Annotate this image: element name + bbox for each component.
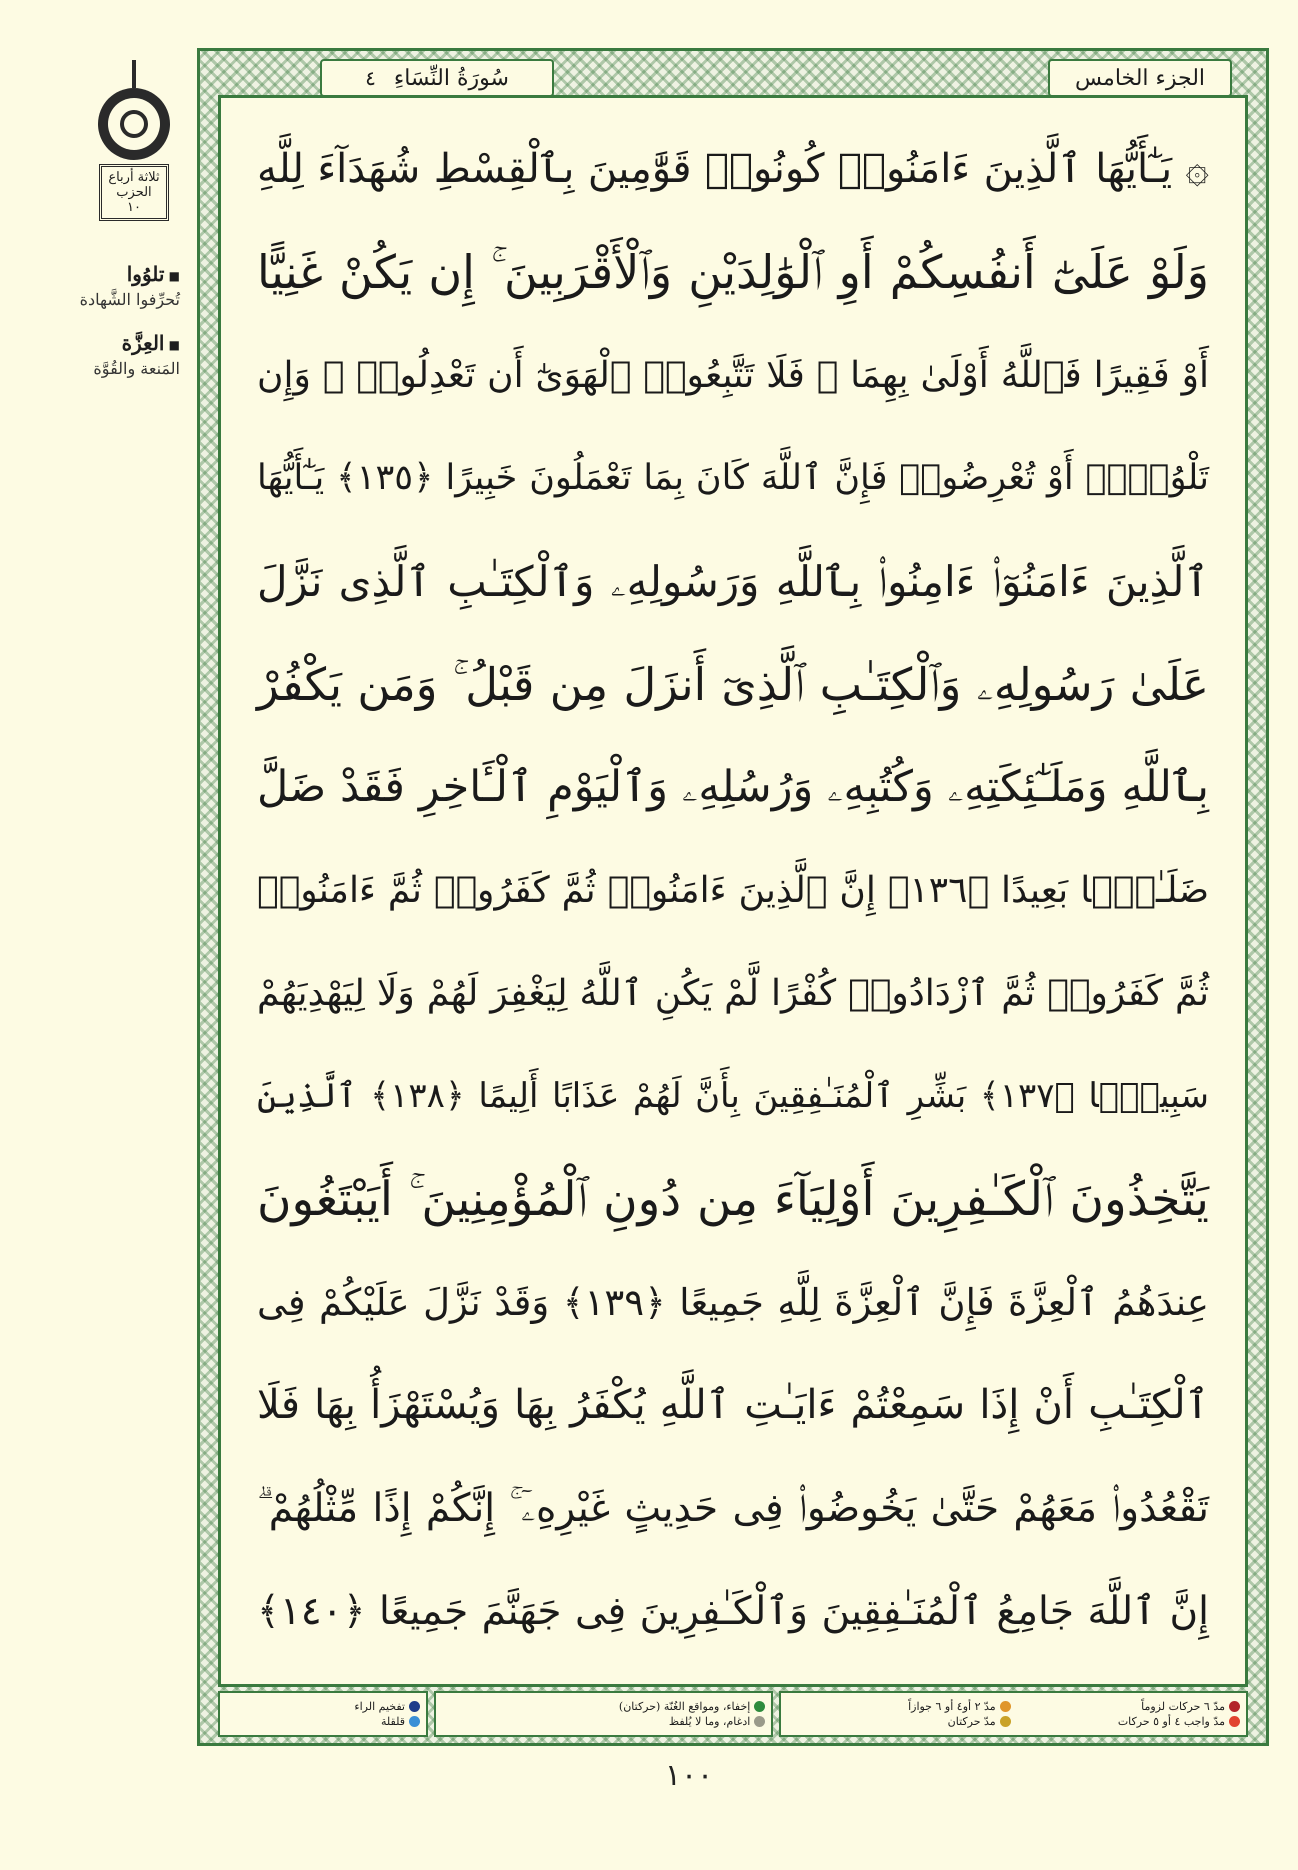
color-dot-icon xyxy=(1000,1701,1011,1712)
legend-madd xyxy=(779,1691,1248,1737)
legend-label: مدّ ٦ حركات لزوماً xyxy=(1141,1700,1225,1713)
legend-label: تفخيم الراء xyxy=(354,1700,405,1713)
legend-label: ادغام، وما لا يُلفظ xyxy=(668,1715,751,1728)
legend-item xyxy=(787,1715,1010,1728)
rosette-icon xyxy=(98,88,170,160)
note-word: ■ العِزَّة xyxy=(20,331,180,355)
tajweed-legend xyxy=(218,1691,1248,1737)
legend-other xyxy=(218,1691,428,1737)
legend-item xyxy=(226,1715,420,1728)
color-dot-icon xyxy=(754,1716,765,1727)
legend-label: إخفاء، ومواقع الغُنّة (حركتان) xyxy=(618,1700,751,1713)
note-word: ■ تلوُوا xyxy=(20,262,180,286)
note-meaning: تُحرِّفوا الشَّهادة xyxy=(79,290,180,309)
juz-header xyxy=(1048,59,1232,97)
text-line: إِنَّ ٱللَّهَ جَامِعُ ٱلْمُنَـٰفِقِينَ وَٱلْكَـٰفِرِينَ فِى جَهَنَّمَ جَمِيعًا ﴿١٤٠﴾ xyxy=(257,1589,1209,1634)
hizb-marker xyxy=(95,60,173,220)
color-dot-icon xyxy=(1000,1716,1011,1727)
text-line: سَبِيلًۢا ﴿١٣٧﴾ بَشِّرِ ٱلْمُنَـٰفِقِينَ بِأَنَّ لَهُمْ عَذَابًا أَلِيمًا ﴿١٣٨﴾ ٱلَّذِينَ xyxy=(257,1076,1210,1116)
text-line: ۞ يَـٰٓأَيُّهَا ٱلَّذِينَ ءَامَنُوا۟ كُونُوا۟ قَوَّٰمِينَ بِٱلْقِسْطِ شُهَدَآءَ لِلَّهِ xyxy=(257,146,1209,192)
text-line: وَلَوْ عَلَىٰٓ أَنفُسِكُمْ أَوِ ٱلْوَٰلِدَيْنِ وَٱلْأَقْرَبِينَ ۚ إِن يَكُنْ غَنِيًّا xyxy=(257,245,1209,299)
text-line: عِندَهُمُ ٱلْعِزَّةَ فَإِنَّ ٱلْعِزَّةَ لِلَّهِ جَمِيعًا ﴿١٣٩﴾ وَقَدْ نَزَّلَ عَلَيْكُمْ فِى xyxy=(257,1281,1209,1324)
text-line: بِٱللَّهِ وَمَلَـٰٓئِكَتِهِۦ وَكُتُبِهِۦ وَرُسُلِهِۦ وَٱلْيَوْمِ ٱلْـَٔاخِرِ فَقَدْ ضَلَّ xyxy=(257,762,1209,812)
note-meaning: المَنعة والقُوَّة xyxy=(93,359,180,378)
legend-ghunna xyxy=(434,1691,773,1737)
surah-header xyxy=(320,59,554,97)
margin-notes xyxy=(20,262,180,400)
text-line: أَوْ فَقِيرًا فَٱللَّهُ أَوْلَىٰ بِهِمَا ۖ فَلَا تَتَّبِعُوا۟ ٱلْهَوَىٰٓ أَن تَعْدِلُوا۟ ۚ وَإِن xyxy=(257,355,1209,396)
text-line: يَتَّخِذُونَ ٱلْكَـٰفِرِينَ أَوْلِيَآءَ مِن دُونِ ٱلْمُؤْمِنِينَ ۚ أَيَبْتَغُونَ xyxy=(257,1172,1209,1227)
legend-item xyxy=(442,1700,765,1713)
text-line: ثُمَّ كَفَرُوا۟ ثُمَّ ٱزْدَادُوا۟ كُفْرًا لَّمْ يَكُنِ ٱللَّهُ لِيَغْفِرَ لَهُمْ وَلَا لِيَهْدِيَهُمْ xyxy=(257,973,1209,1014)
legend-item xyxy=(1017,1715,1240,1728)
surah-number: ٤ xyxy=(365,66,376,90)
hizb-line: ثلاثة أرباع xyxy=(108,170,160,185)
legend-label: مدّ ٢ أو٤ أو ٦ جوازاً xyxy=(908,1700,996,1713)
page-frame xyxy=(197,48,1269,1746)
color-dot-icon xyxy=(754,1701,765,1712)
legend-label: مدّ واجب ٤ أو ٥ حركات xyxy=(1117,1715,1225,1728)
color-dot-icon xyxy=(1229,1701,1240,1712)
text-panel xyxy=(218,95,1248,1687)
legend-item xyxy=(226,1700,420,1713)
color-dot-icon xyxy=(409,1701,420,1712)
legend-item xyxy=(442,1715,765,1728)
surah-name: سُورَةُ النِّسَاءِ xyxy=(393,65,509,91)
color-dot-icon xyxy=(1229,1716,1240,1727)
text-line: ٱلَّذِينَ ءَامَنُوٓا۟ ءَامِنُوا۟ بِٱللَّهِ وَرَسُولِهِۦ وَٱلْكِتَـٰبِ ٱلَّذِى نَزَّلَ xyxy=(257,557,1209,606)
hizb-label xyxy=(99,164,169,221)
page-number: ١٠٠ xyxy=(664,1758,714,1793)
marker-spire-icon xyxy=(132,60,136,88)
hizb-line: ١٠ xyxy=(127,200,141,215)
legend-item xyxy=(1017,1700,1240,1713)
hizb-line: الحزب xyxy=(116,185,152,200)
quran-text xyxy=(257,118,1209,1663)
text-line: تَقْعُدُوا۟ مَعَهُمْ حَتَّىٰ يَخُوضُوا۟ فِى حَدِيثٍ غَيْرِهِۦٓ ۚ إِنَّكُمْ إِذًا مِّثْلُهُمْ ۗ xyxy=(257,1486,1209,1531)
text-line: ٱلْكِتَـٰبِ أَنْ إِذَا سَمِعْتُمْ ءَايَـٰتِ ٱللَّهِ يُكْفَرُ بِهَا وَيُسْتَهْزَأُ بِهَا فَلَا xyxy=(257,1382,1209,1428)
text-line: تَلْوُۥٓا۟ أَوْ تُعْرِضُوا۟ فَإِنَّ ٱللَّهَ كَانَ بِمَا تَعْمَلُونَ خَبِيرًا ﴿١٣٥﴾ يَـٰٓأَيُّهَا xyxy=(257,458,1209,498)
legend-label: مدّ حركتان xyxy=(947,1715,996,1728)
margin-note xyxy=(20,331,180,378)
text-line: عَلَىٰ رَسُولِهِۦ وَٱلْكِتَـٰبِ ٱلَّذِىٓ أَنزَلَ مِن قَبْلُ ۚ وَمَن يَكْفُرْ xyxy=(257,658,1209,711)
margin-note xyxy=(20,262,180,309)
juz-name: الجزء الخامس xyxy=(1074,65,1206,91)
color-dot-icon xyxy=(409,1716,420,1727)
text-line: ضَلَـٰلًۢا بَعِيدًا ﴿١٣٦﴾ إِنَّ ٱلَّذِينَ ءَامَنُوا۟ ثُمَّ كَفَرُوا۟ ثُمَّ ءَامَنُوا۟ xyxy=(257,870,1210,911)
legend-item xyxy=(787,1700,1010,1713)
legend-label: قلقلة xyxy=(380,1715,405,1728)
